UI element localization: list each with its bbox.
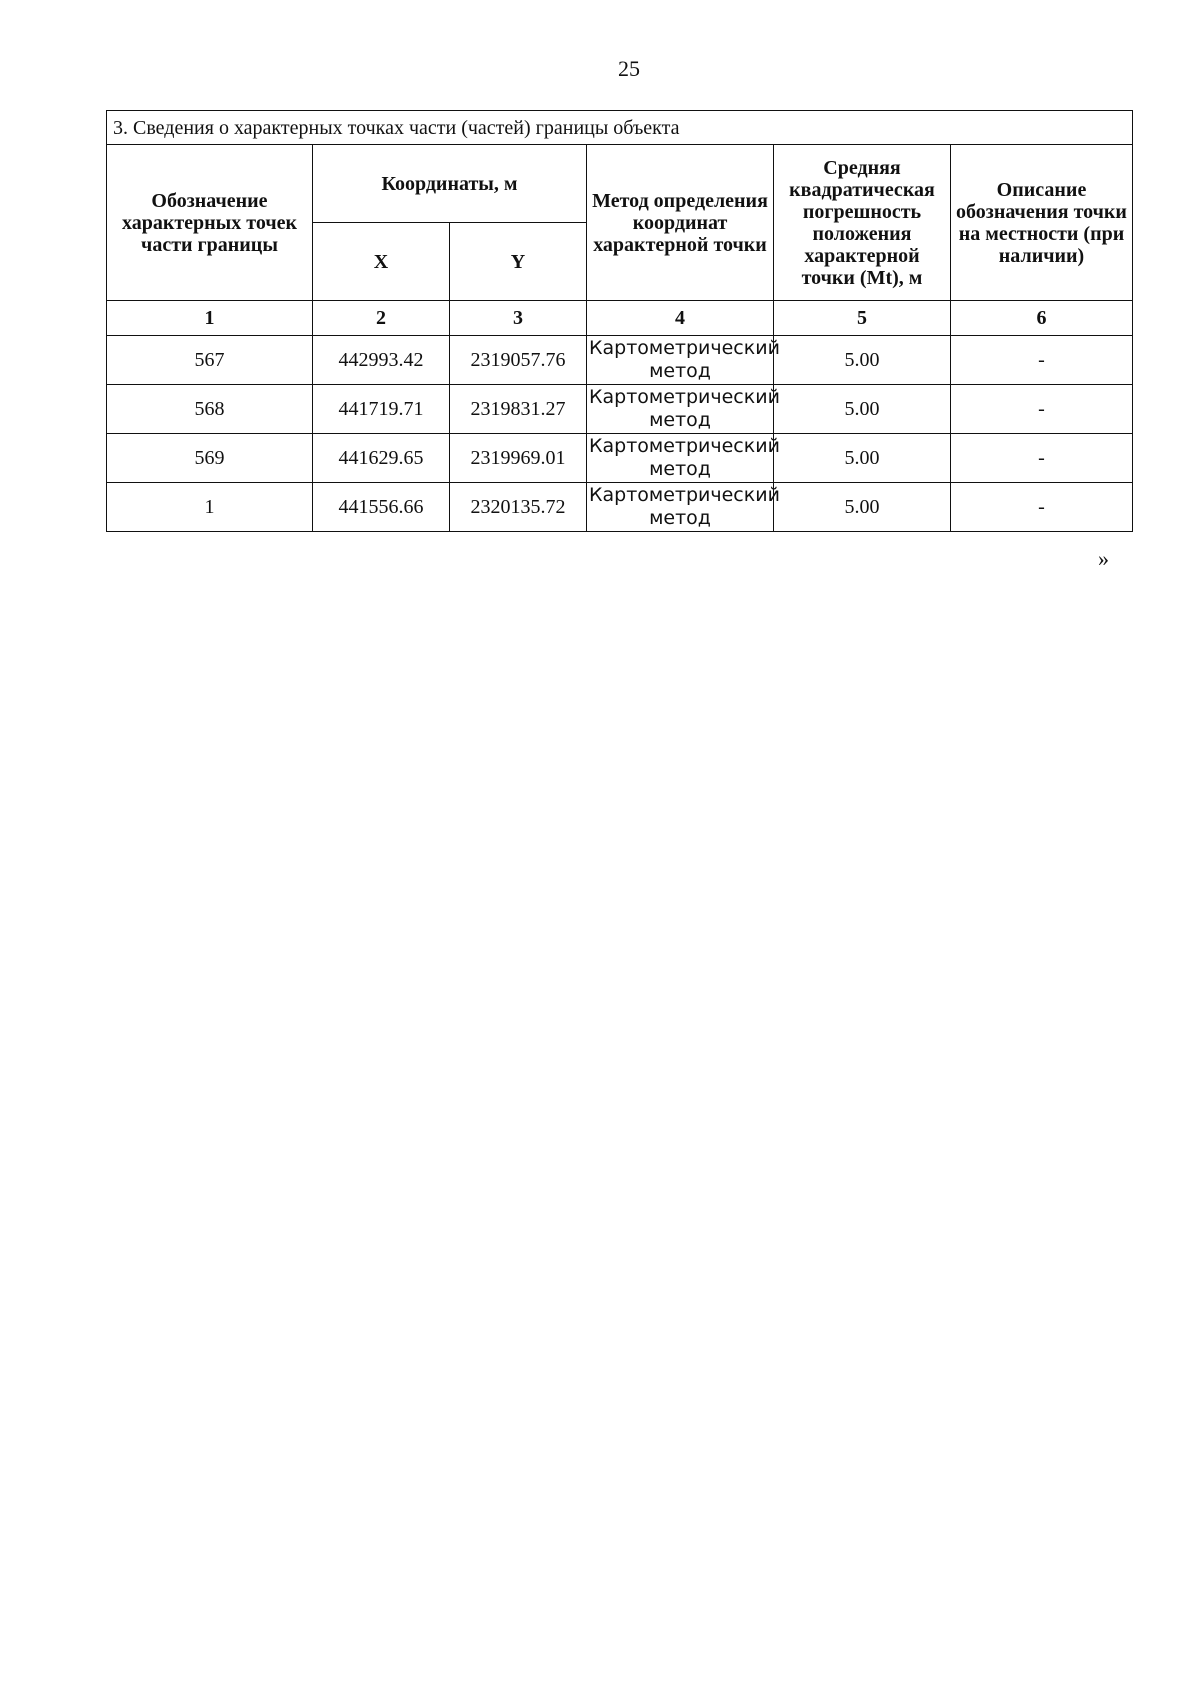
cell-point: 567 bbox=[107, 336, 313, 385]
column-number: 6 bbox=[951, 301, 1133, 336]
header-x: X bbox=[313, 223, 450, 301]
cell-y: 2319057.76 bbox=[450, 336, 587, 385]
cell-method: Картометрический метод bbox=[587, 336, 774, 385]
cell-method: Картометрический метод bbox=[587, 434, 774, 483]
cell-y: 2319831.27 bbox=[450, 385, 587, 434]
column-number: 5 bbox=[774, 301, 951, 336]
header-description: Описание обозначения точки на местности (при наличии) bbox=[951, 145, 1133, 301]
boundary-points-table-container bbox=[106, 110, 1132, 532]
cell-error: 5.00 bbox=[774, 385, 951, 434]
cell-description: - bbox=[951, 336, 1133, 385]
page-number: 25 bbox=[618, 56, 640, 81]
cell-x: 441629.65 bbox=[313, 434, 450, 483]
cell-description: - bbox=[951, 483, 1133, 532]
cell-point: 568 bbox=[107, 385, 313, 434]
header-point-designation: Обозначение характерных точек части границы bbox=[107, 145, 313, 301]
cell-description: - bbox=[951, 385, 1133, 434]
header-method: Метод определения координат характерной точки bbox=[587, 145, 774, 301]
cell-error: 5.00 bbox=[774, 336, 951, 385]
cell-method: Картометрический метод bbox=[587, 483, 774, 532]
cell-error: 5.00 bbox=[774, 434, 951, 483]
table-title: 3. Сведения о характерных точках части (частей) границы объекта bbox=[107, 111, 1133, 145]
cell-x: 442993.42 bbox=[313, 336, 450, 385]
header-row-top bbox=[107, 145, 1133, 223]
column-number: 1 bbox=[107, 301, 313, 336]
header-error: Средняя квадратическая погрешность положения характерной точки (Mt), м bbox=[774, 145, 951, 301]
column-number: 2 bbox=[313, 301, 450, 336]
header-y: Y bbox=[450, 223, 587, 301]
cell-point: 569 bbox=[107, 434, 313, 483]
cell-y: 2320135.72 bbox=[450, 483, 587, 532]
cell-error: 5.00 bbox=[774, 483, 951, 532]
cell-y: 2319969.01 bbox=[450, 434, 587, 483]
boundary-points-table bbox=[106, 110, 1133, 532]
column-number: 4 bbox=[587, 301, 774, 336]
cell-x: 441719.71 bbox=[313, 385, 450, 434]
table-row bbox=[107, 483, 1133, 532]
cell-description: - bbox=[951, 434, 1133, 483]
column-number-row bbox=[107, 301, 1133, 336]
table-row bbox=[107, 385, 1133, 434]
table-title-row bbox=[107, 111, 1133, 145]
header-coordinates: Координаты, м bbox=[313, 145, 587, 223]
cell-x: 441556.66 bbox=[313, 483, 450, 532]
column-number: 3 bbox=[450, 301, 587, 336]
cell-point: 1 bbox=[107, 483, 313, 532]
cell-method: Картометрический метод bbox=[587, 385, 774, 434]
closing-quote: » bbox=[1098, 546, 1109, 571]
table-row bbox=[107, 336, 1133, 385]
table-row bbox=[107, 434, 1133, 483]
